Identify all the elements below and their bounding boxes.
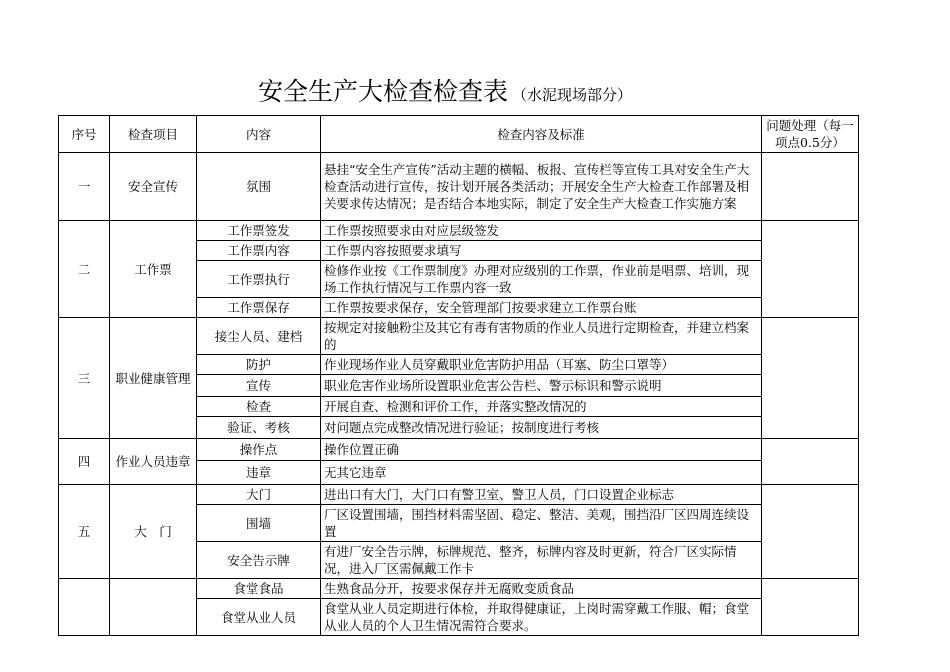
section-item: 大 门 xyxy=(110,485,197,579)
row-content: 围墙 xyxy=(197,505,321,542)
row-standard: 检修作业按《工作票制度》办理对应级别的工作票，作业前是唱票、培训，现场工作执行情况与工作票内容一致 xyxy=(321,261,762,298)
row-standard: 厂区设置围墙，围挡材料需坚固、稳定、整洁、美观，围挡沿厂区四周连续设置 xyxy=(321,505,762,542)
issue-cell[interactable] xyxy=(762,439,859,485)
section-item: 工作票 xyxy=(110,221,197,318)
table-row xyxy=(59,153,859,221)
section-seq: 二 xyxy=(59,221,110,318)
page-subtitle: （水泥现场部分） xyxy=(512,86,633,104)
table-row xyxy=(59,485,859,505)
row-content: 操作点 xyxy=(197,439,321,461)
row-content: 接尘人员、建档 xyxy=(197,318,321,355)
header-row xyxy=(59,116,859,153)
table-row xyxy=(59,318,859,355)
row-content: 氛围 xyxy=(197,153,321,221)
row-standard: 食堂从业人员定期进行体检，并取得健康证，上岗时需穿戴工作服、帽；食堂从业人员的个人卫生情况需符合要求。 xyxy=(321,599,762,636)
row-content: 宣传 xyxy=(197,375,321,397)
row-content: 安全告示牌 xyxy=(197,542,321,579)
row-standard: 操作位置正确 xyxy=(321,439,762,461)
issue-cell[interactable] xyxy=(762,318,859,439)
issue-cell[interactable] xyxy=(762,485,859,579)
section-seq: 三 xyxy=(59,318,110,439)
row-standard: 悬挂“安全生产宣传”活动主题的横幅、板报、宣传栏等宣传工具对安全生产大检查活动进行宣传，按计划开展各类活动；开展安全生产大检查工作部署及相关要求传达情况；是否结合本地实际，制定了安全生产大检查工作实施方案 xyxy=(321,153,762,221)
row-content: 工作票内容 xyxy=(197,241,321,261)
table-row xyxy=(59,221,859,241)
section-seq: 四 xyxy=(59,439,110,485)
header-seq: 序号 xyxy=(59,116,110,153)
row-content: 违章 xyxy=(197,461,321,485)
section-item: 安全宣传 xyxy=(110,153,197,221)
row-content: 防护 xyxy=(197,355,321,375)
issue-cell[interactable] xyxy=(762,221,859,318)
header-standard: 检查内容及标准 xyxy=(321,116,762,153)
title-block xyxy=(258,72,632,108)
inspection-table-body xyxy=(59,116,859,636)
row-standard: 作业现场作业人员穿戴职业危害防护用品（耳塞、防尘口罩等） xyxy=(321,355,762,375)
row-standard: 对问题点完成整改情况进行验证；按制度进行考核 xyxy=(321,417,762,439)
row-content: 食堂食品 xyxy=(197,579,321,599)
header-issue: 问题处理（每一项点0.5分） xyxy=(762,116,859,153)
section-item: 职业健康管理 xyxy=(110,318,197,439)
row-standard: 工作票内容按照要求填写 xyxy=(321,241,762,261)
header-item: 检查项目 xyxy=(110,116,197,153)
row-content: 工作票保存 xyxy=(197,298,321,318)
section-item xyxy=(110,579,197,636)
row-standard: 开展自查、检测和评价工作，并落实整改情况的 xyxy=(321,397,762,417)
row-content: 工作票签发 xyxy=(197,221,321,241)
header-content: 内容 xyxy=(197,116,321,153)
row-standard: 职业危害作业场所设置职业危害公告栏、警示标识和警示说明 xyxy=(321,375,762,397)
section-seq xyxy=(59,579,110,636)
page-title: 安全生产大检查检查表 xyxy=(258,77,509,106)
row-standard: 工作票按要求保存，安全管理部门按要求建立工作票台账 xyxy=(321,298,762,318)
row-content: 大门 xyxy=(197,485,321,505)
section-seq: 五 xyxy=(59,485,110,579)
row-standard: 无其它违章 xyxy=(321,461,762,485)
row-standard: 有进厂安全告示牌，标牌规范、整齐，标牌内容及时更新，符合厂区实际情况，进入厂区需佩戴工作卡 xyxy=(321,542,762,579)
row-standard: 工作票按照要求由对应层级签发 xyxy=(321,221,762,241)
row-content: 检查 xyxy=(197,397,321,417)
section-item: 作业人员违章 xyxy=(110,439,197,485)
section-seq: 一 xyxy=(59,153,110,221)
row-content: 验证、考核 xyxy=(197,417,321,439)
issue-cell[interactable] xyxy=(762,153,859,221)
row-content: 工作票执行 xyxy=(197,261,321,298)
row-standard: 按规定对接触粉尘及其它有毒有害物质的作业人员进行定期检查，并建立档案的 xyxy=(321,318,762,355)
table-row xyxy=(59,579,859,599)
row-standard: 进出口有大门，大门口有警卫室、警卫人员，门口设置企业标志 xyxy=(321,485,762,505)
row-standard: 生熟食品分开，按要求保存并无腐败变质食品 xyxy=(321,579,762,599)
issue-cell[interactable] xyxy=(762,579,859,636)
table-row xyxy=(59,439,859,461)
row-content: 食堂从业人员 xyxy=(197,599,321,636)
inspection-table xyxy=(58,115,859,636)
